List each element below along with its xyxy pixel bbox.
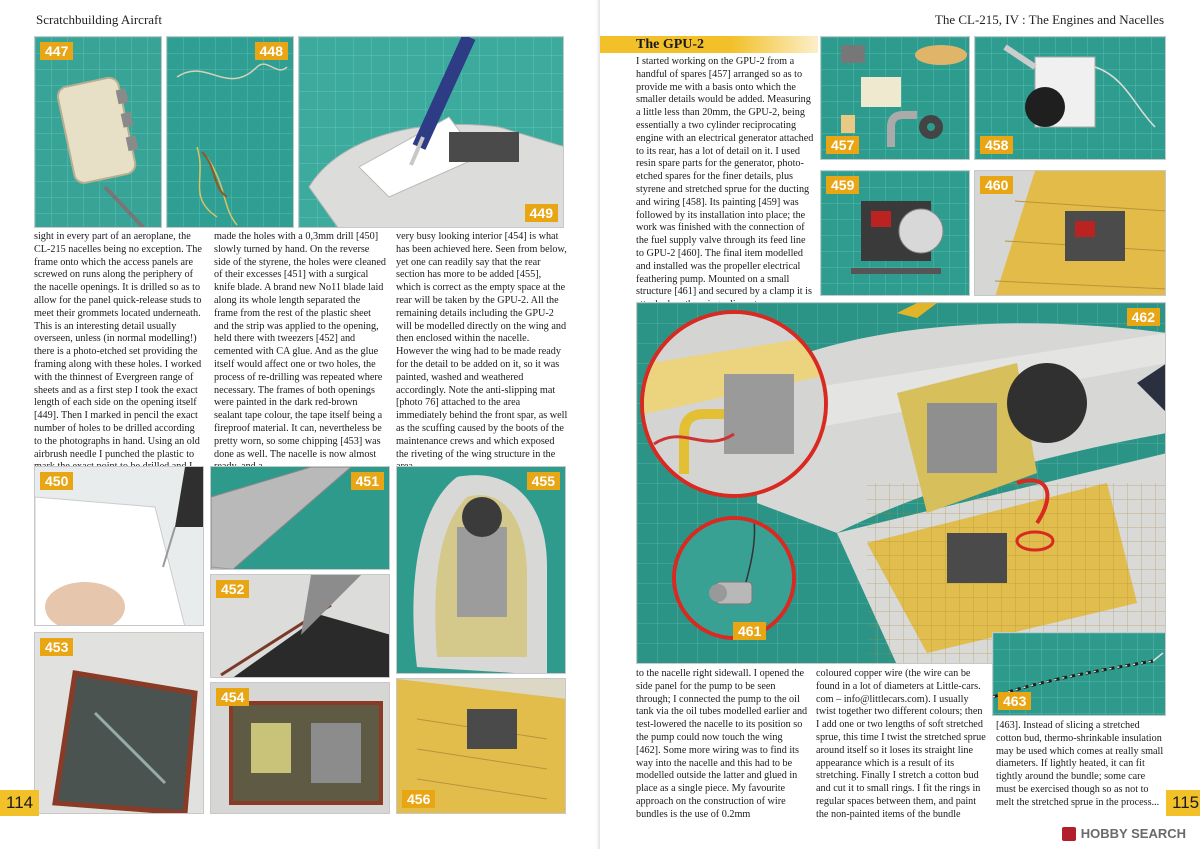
photo-458 <box>974 36 1166 160</box>
photo-number: 453 <box>40 638 73 656</box>
text-column-intro <box>636 56 814 312</box>
photo-450-image <box>35 467 204 626</box>
text-column-bottom-3 <box>996 720 1164 810</box>
photo-455 <box>396 466 566 674</box>
body-text: I started working on the GPU-2 from a handful of spares [457] arranged so as to provide me with a basis onto which the smaller details would be added. Measuring a little less than 20mm, the GPU-2, being essentially a two cylinder reciprocating engine with an electrical generator attached to its rear, has a lot of detail on it. I used resin spare parts for the generator, photo-etched spares for the finer details, plus styrene and stretched sprue for the ducting and wiring [458]. Its painting [459] was followed by its installation into place; the work was finished with the connection of the fuel supply valve through its feed line to GPU-2 [460]. The final item modelled and installed was the propeller electrical feathering pump. Mounted on a small structure [461] and secured by a clamp it is <box>636 56 814 298</box>
body-text: [463]. Instead of slicing a stretched cotton bud, thermo-shrinkable insulation may be used which comes at really small diameters. If lightly heated, it can fit tightly around the bundle; some care must be exercised though so as not to melt the stretched sprue in the process... <box>996 720 1164 808</box>
photo-449 <box>298 36 564 228</box>
photo-number: 457 <box>826 136 859 154</box>
watermark <box>1062 826 1186 841</box>
photo-number: 452 <box>216 580 249 598</box>
photo-460 <box>974 170 1166 296</box>
body-text: to the nacelle right sidewall. I opened the side panel for the pump to be seen through; I connected the pump to the oil tank via the oil tubes modelled earlier and test-lowered the nacelle to its position so the pump could now touch the wing [462]. Some more wiring was to find its way into the nacelle and this had to be modelled outside the latter and glued in place as a single piece. My favourite approach on the construction of wire bundles is the use of 0.2mm <box>636 668 808 820</box>
photo-number: 447 <box>40 42 73 60</box>
hobby-search-logo-icon <box>1062 827 1076 841</box>
photo-number: 459 <box>826 176 859 194</box>
page-number-left: 114 <box>0 790 39 816</box>
watermark-text: HOBBY SEARCH <box>1080 826 1186 841</box>
photo-number: 449 <box>525 204 558 222</box>
photo-454 <box>210 682 390 814</box>
photo-number: 456 <box>402 790 435 808</box>
running-head-right: The CL-215, IV : The Engines and Nacelles <box>934 12 1164 27</box>
callout-magnifier-image <box>644 314 828 498</box>
photo-number: 462 <box>1127 308 1160 326</box>
text-column-bottom-1 <box>636 668 808 822</box>
body-text: coloured copper wire (the wire can be found in a lot of diameters at Little-cars. com – info@littlecars.com). I usually twist together two different colours; then I add one or two lengths of soft stretched sprue, this time I twist the stretched sprue around itself so it loses its straight line appearance which is a result of its stretching. Finally I stretch a cotton bud and cut it to small rings. I fit the rings in regular spaces between them, and paint the non-painted items of the bundle <box>816 668 986 820</box>
photo-452 <box>210 574 390 678</box>
photo-459 <box>820 170 970 296</box>
photo-450 <box>34 466 204 626</box>
text-column-bottom-2 <box>816 668 988 822</box>
photo-453 <box>34 632 204 814</box>
text-column-3 <box>396 231 568 474</box>
body-text: sight in every part of an aeroplane, the CL-215 nacelles being no exception. The frame onto which the access panels are screwed on runs along the periphery of the nacelle openings. It is drilled so as to allow for the panel quick-release studs to meet their grommets located underneath. This is an interesting detail usually overseen, unless (in normal modelling!) there is a photo-etched set providing the framing along with these holes. I worked with the thinnest of Evergreen range of sheets and as a first step I took the exact length of each side on the opening itself [449]. Then I marked in pencil the exact number of holes to be drilled according to the photographs in hand. Using an old airbrush needle I punched the plastic to <box>34 231 202 460</box>
section-heading: The GPU-2 <box>600 36 818 53</box>
photo-number: 455 <box>527 472 560 490</box>
photo-451 <box>210 466 390 570</box>
photo-455-image <box>397 467 566 674</box>
callout-magnifier-top <box>640 310 828 498</box>
photo-number: 450 <box>40 472 73 490</box>
body-text: very busy looking interior [454] is what has been achieved here. Seen from below, yet one can readily say that the rear section has more to be added [455], which is correct as the empty space at the rear will be taken by the GPU-2. All the remaining details including the GPU-2 will be modelled directly on the wing and then enclosed within the nacelle. However the wing had to be made ready for the detail to be added on it, so it was painted, washed and weathered accordingly. Note the anti-slipping mat [photo 76] attached to the area immediately behind the front spar, as well as the scuffing caused by the boots of the maintenance crews and which exposed the riveting of the wing structure in the <box>396 231 568 460</box>
photo-number: 458 <box>980 136 1013 154</box>
photo-number: 451 <box>351 472 384 490</box>
photo-448 <box>166 36 294 228</box>
running-head-left: Scratchbuilding Aircraft <box>36 12 162 27</box>
photo-448-image <box>167 37 294 228</box>
photo-449-image <box>299 37 564 228</box>
text-column-2 <box>214 231 386 474</box>
photo-453-image <box>35 633 204 814</box>
photo-number: 463 <box>998 692 1031 710</box>
photo-number: 454 <box>216 688 249 706</box>
page-number-right: 115 <box>1166 790 1200 816</box>
photo-457 <box>820 36 970 160</box>
photo-463 <box>992 632 1166 716</box>
photo-447 <box>34 36 162 228</box>
photo-number: 448 <box>255 42 288 60</box>
text-column-1 <box>34 231 202 474</box>
body-text: made the holes with a 0,3mm drill [450] slowly turned by hand. On the reverse side of the styrene, the holes were cleaned of their excesses [451] with a surgical knife blade. A brand new No11 blade laid along its whole length separated the frame from the rest of the plastic sheet and the strip was applied to the opening, held there with tweezers [452] and cemented with CA glue. And as the glue itself would affect one or two holes, the process of re-drilling was repeated where necessary. The frames of both openings were painted in the dark red-brown sealant tape colour, the tape itself being a fireproof material. It can, nevertheless be pretty worn, so some chipping [453] was done as well. The nacelle is now almost <box>214 231 386 460</box>
photo-number: 460 <box>980 176 1013 194</box>
photo-number: 461 <box>733 622 766 640</box>
photo-456 <box>396 678 566 814</box>
photo-447-image <box>35 37 162 228</box>
